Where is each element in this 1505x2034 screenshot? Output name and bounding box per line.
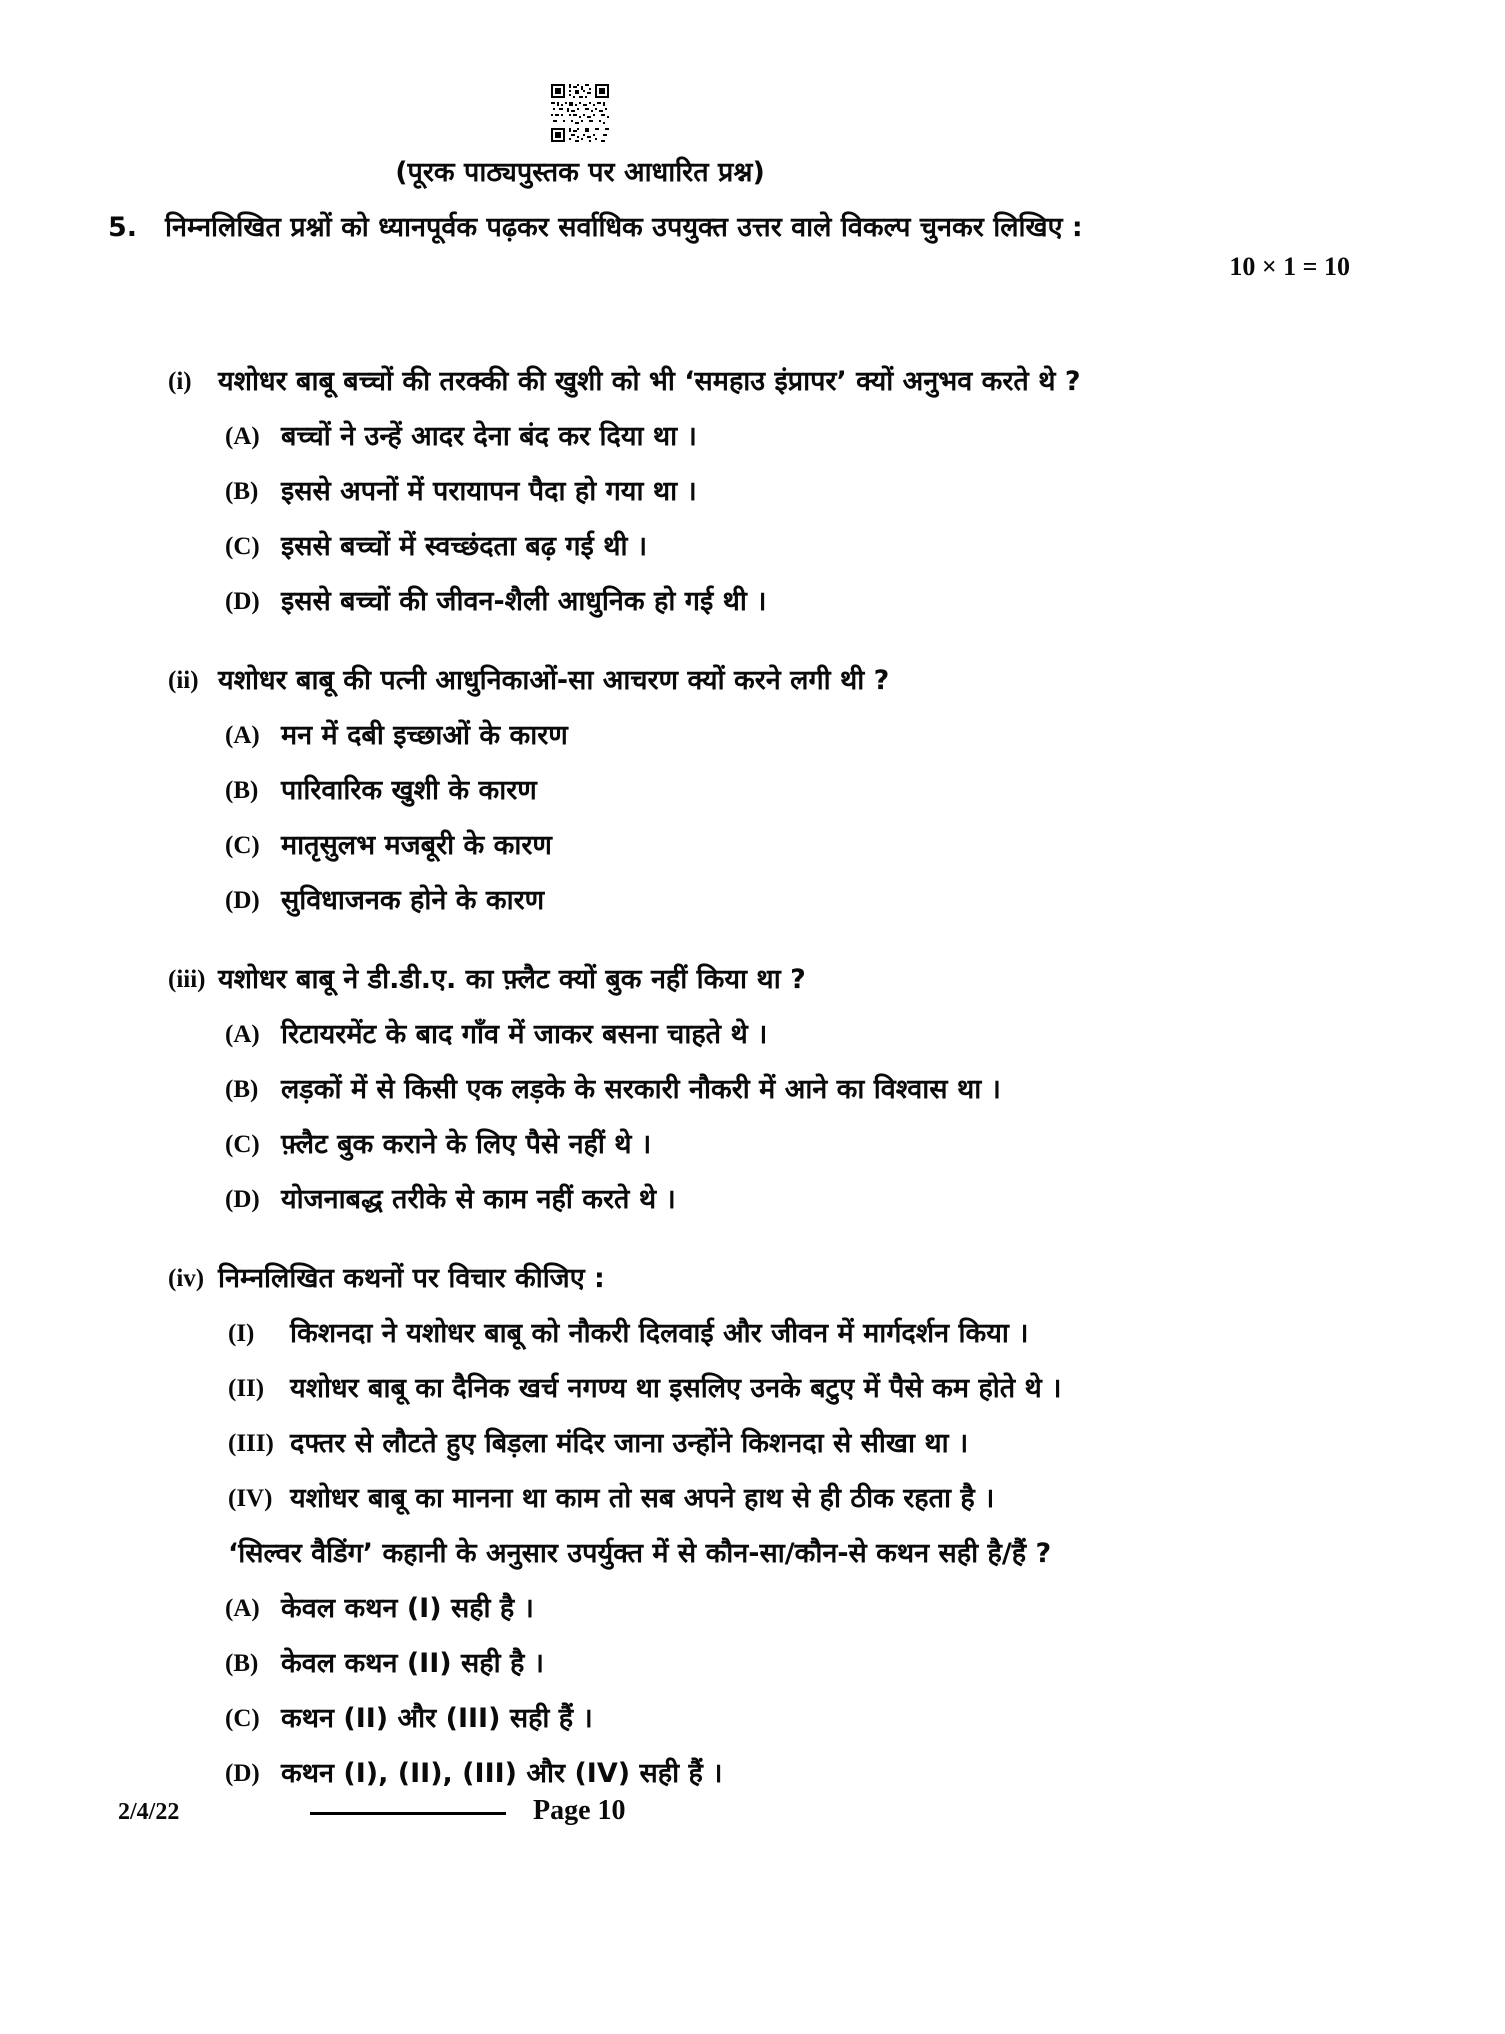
statement-row (0, 1426, 1505, 1461)
statement-row (0, 1371, 1505, 1406)
option-row (0, 1072, 1505, 1107)
option-row (0, 773, 1505, 808)
option-text: पारिवारिक खुशी के कारण (281, 775, 537, 806)
option-label: (D) (225, 588, 260, 615)
statement-row (0, 1481, 1505, 1516)
sub-question-label: (iii) (168, 966, 206, 993)
option-label: (A) (225, 1595, 260, 1622)
option-row (0, 1756, 1505, 1791)
marks-row (0, 249, 1505, 284)
sub-question-line (0, 1261, 1505, 1296)
option-text: मन में दबी इच्छाओं के कारण (281, 720, 568, 751)
option-row (0, 718, 1505, 753)
section-heading: (पूरक पाठ्यपुस्तक पर आधारित प्रश्न) (395, 157, 765, 188)
main-question (0, 210, 1505, 245)
followup-question: ‘सिल्वर वैडिंग’ कहानी के अनुसार उपर्युक्त में से कौन-सा/कौन-से कथन सही है/हैं ? (228, 1538, 1052, 1569)
option-row (0, 1017, 1505, 1052)
option-row (0, 1591, 1505, 1626)
sub-question-line (0, 364, 1505, 399)
option-label: (A) (225, 423, 260, 450)
option-label: (A) (225, 722, 260, 749)
footer-page-number: Page 10 (533, 1795, 626, 1826)
option-row (0, 474, 1505, 509)
sub-question-i (0, 364, 1505, 619)
footer-divider (310, 1812, 506, 1815)
qr-code-icon (0, 84, 1160, 147)
option-text: कथन (II) और (III) सही हैं । (281, 1703, 593, 1734)
statement-label: (I) (228, 1320, 255, 1347)
option-text: केवल कथन (I) सही है । (281, 1593, 534, 1624)
top-center-block (0, 84, 1160, 190)
option-label: (A) (225, 1021, 260, 1048)
statement-text: किशनदा ने यशोधर बाबू को नौकरी दिलवाई और जीवन में मार्गदर्शन किया । (290, 1318, 1029, 1349)
option-text: बच्चों ने उन्हें आदर देना बंद कर दिया था । (281, 421, 697, 452)
option-label: (B) (225, 777, 259, 804)
option-row (0, 1127, 1505, 1162)
sub-question-label: (i) (168, 368, 192, 395)
option-row (0, 1701, 1505, 1736)
option-text: सुविधाजनक होने के कारण (281, 885, 545, 916)
option-row (0, 529, 1505, 564)
option-text: लड़कों में से किसी एक लड़के के सरकारी नौकरी में आने का विश्वास था । (281, 1074, 1001, 1105)
option-row (0, 828, 1505, 863)
option-label: (B) (225, 1076, 259, 1103)
sub-question-ii (0, 663, 1505, 918)
sub-question-line (0, 962, 1505, 997)
statement-row (0, 1316, 1505, 1351)
question-prompt: निम्नलिखित प्रश्नों को ध्यानपूर्वक पढ़कर सर्वाधिक उपयुक्त उत्तर वाले विकल्प चुनकर लिखिए : (165, 212, 1083, 243)
sub-question-iv (0, 1261, 1505, 1791)
option-label: (C) (225, 533, 260, 560)
sub-question-text: निम्नलिखित कथनों पर विचार कीजिए : (218, 1263, 605, 1294)
option-row (0, 584, 1505, 619)
statement-text: दफ्तर से लौटते हुए बिड़ला मंदिर जाना उन्होंने किशनदा से सीखा था । (290, 1428, 969, 1459)
statement-text: यशोधर बाबू का मानना था काम तो सब अपने हाथ से ही ठीक रहता है । (290, 1483, 995, 1514)
option-label: (D) (225, 1186, 260, 1213)
option-label: (C) (225, 832, 260, 859)
option-text: मातृसुलभ मजबूरी के कारण (281, 830, 552, 861)
statement-label: (IV) (228, 1485, 273, 1512)
option-row (0, 883, 1505, 918)
option-text: योजनाबद्ध तरीके से काम नहीं करते थे । (281, 1184, 676, 1215)
option-label: (B) (225, 1650, 259, 1677)
option-row (0, 1182, 1505, 1217)
option-label: (C) (225, 1131, 260, 1158)
sub-question-text: यशोधर बाबू की पत्नी आधुनिकाओं-सा आचरण क्यों करने लगी थी ? (218, 665, 890, 696)
option-text: फ़्लैट बुक कराने के लिए पैसे नहीं थे । (281, 1129, 652, 1160)
sub-question-text: यशोधर बाबू ने डी.डी.ए. का फ़्लैट क्यों बुक नहीं किया था ? (218, 964, 806, 995)
page-footer (0, 1793, 1505, 1833)
sub-question-line (0, 663, 1505, 698)
option-label: (B) (225, 478, 259, 505)
sub-question-text: यशोधर बाबू बच्चों की तरक्की की खुशी को भी ‘समहाउ इंप्रापर’ क्यों अनुभव करते थे ? (218, 366, 1081, 397)
option-label: (D) (225, 887, 260, 914)
sub-question-label: (iv) (168, 1265, 205, 1292)
sub-question-label: (ii) (168, 667, 199, 694)
option-label: (D) (225, 1760, 260, 1787)
option-text: इससे बच्चों की जीवन-शैली आधुनिक हो गई थी । (281, 586, 767, 617)
option-row (0, 419, 1505, 454)
footer-paper-code: 2/4/22 (118, 1799, 180, 1825)
option-text: रिटायरमेंट के बाद गाँव में जाकर बसना चाहते थे । (281, 1019, 768, 1050)
option-text: इससे बच्चों में स्वच्छंदता बढ़ गई थी । (281, 531, 648, 562)
option-label: (C) (225, 1705, 260, 1732)
marks-value: 10 × 1 = 10 (1229, 252, 1350, 281)
sub-question-iii (0, 962, 1505, 1217)
option-text: कथन (I), (II), (III) और (IV) सही हैं । (281, 1758, 723, 1789)
option-text: इससे अपनों में परायापन पैदा हो गया था । (281, 476, 697, 507)
statement-label: (II) (228, 1375, 265, 1402)
question-number: 5. (108, 212, 138, 243)
option-text: केवल कथन (II) सही है । (281, 1648, 544, 1679)
statement-label: (III) (228, 1430, 274, 1457)
statement-text: यशोधर बाबू का दैनिक खर्च नगण्य था इसलिए उनके बटुए में पैसे कम होते थे । (290, 1373, 1062, 1404)
option-row (0, 1646, 1505, 1681)
